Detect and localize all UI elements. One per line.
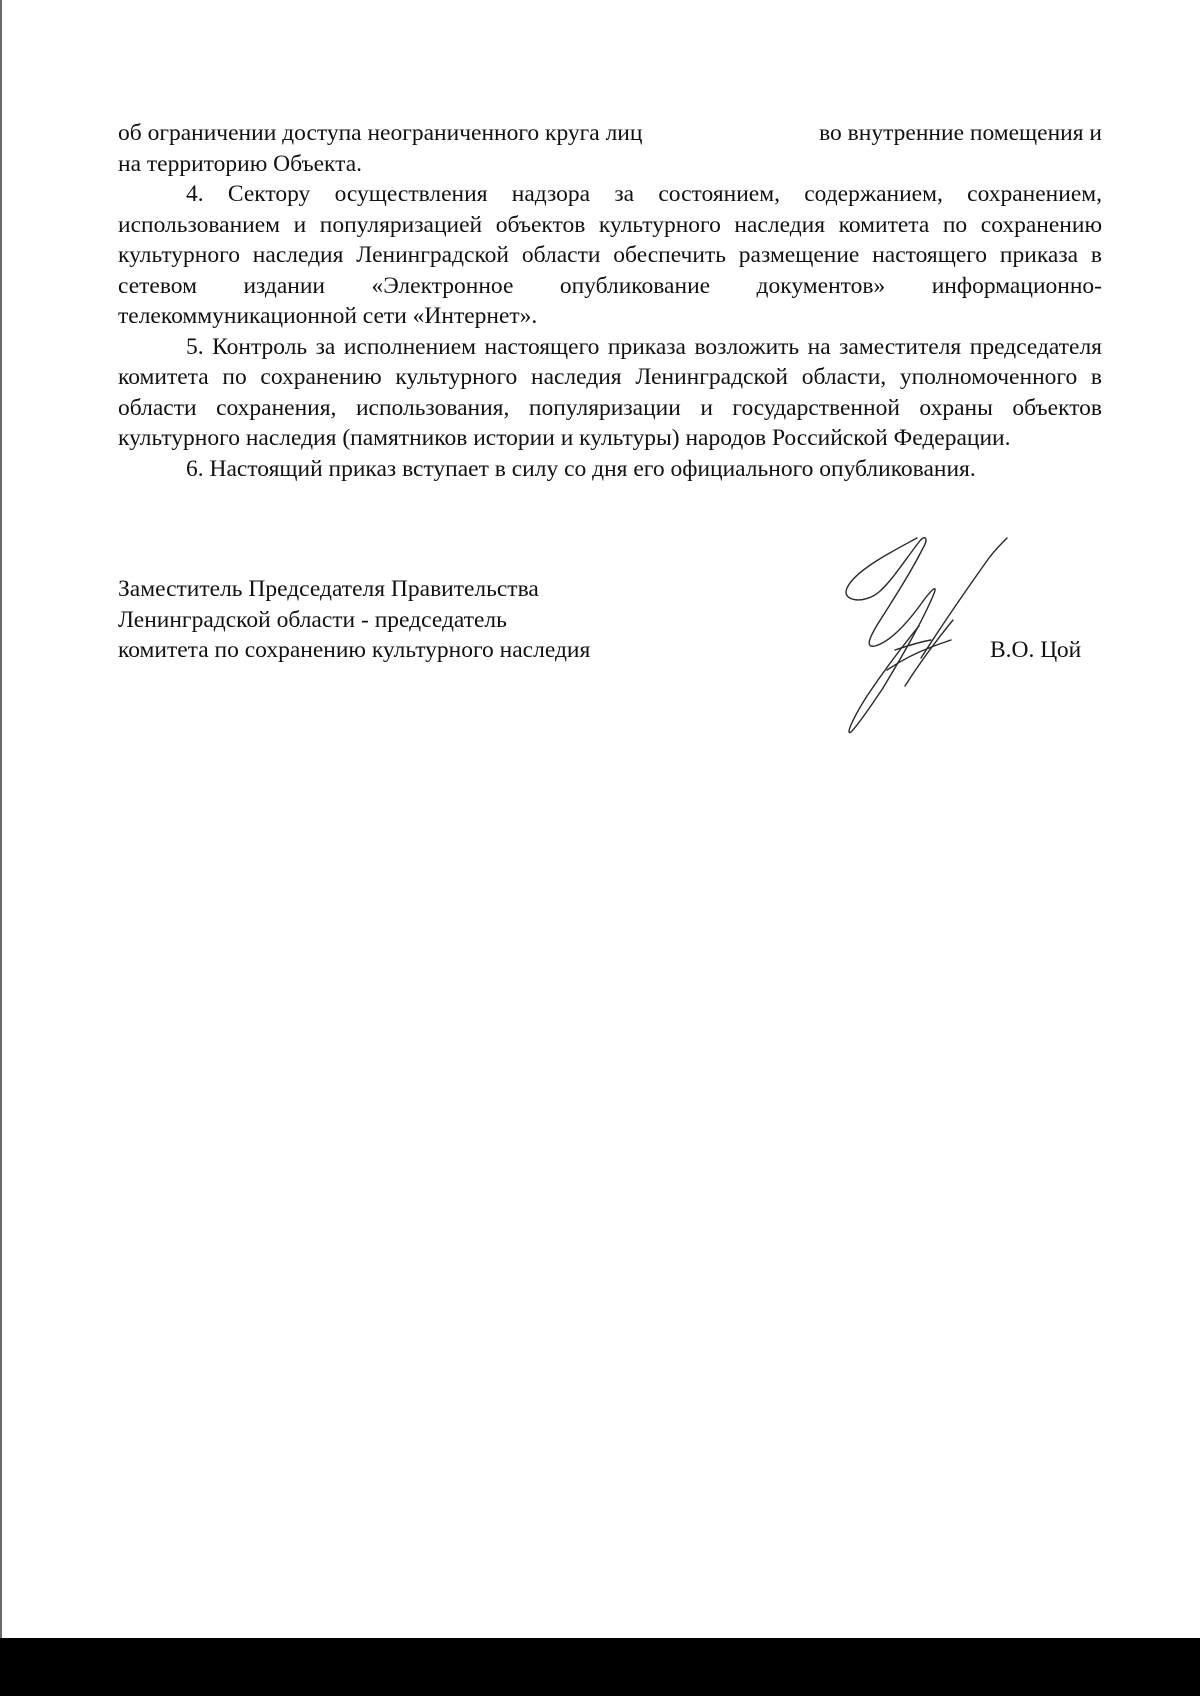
paragraph-6-text: Настоящий приказ вступает в силу со дня его официального опубликования.	[209, 455, 976, 482]
paragraph-5-number: 5.	[186, 333, 204, 360]
paragraph-6-number: 6.	[186, 455, 204, 482]
scan-bottom-border	[0, 1638, 1200, 1696]
continuation-line-left: об ограничении доступа неограниченного круга лиц	[118, 120, 643, 146]
document-body	[118, 118, 1102, 484]
paragraph-6	[118, 454, 1102, 485]
signer-name: В.О. Цой	[990, 637, 1082, 663]
signer-position-line-2: Ленинградской области - председатель	[118, 606, 507, 633]
signer-position	[118, 574, 678, 666]
paragraph-4-text: Сектору осуществления надзора за состоянием, содержанием, сохранением, использованием и популяризацией объектов культурного наследия комитета по сохранению культурного наследия Ленинградской области обеспечить размещение настоящего приказа в сетевом издании «Электронное опубликование документов» информационно-телекоммуникационной сети «Интернет».	[118, 181, 1102, 329]
paragraph-4	[118, 179, 1102, 332]
paragraph-5-text: Контроль за исполнением настоящего приказа возложить на заместителя председателя комитета по сохранению культурного наследия Ленинградской области, уполномоченного в области сохранения, использования, популяризации и государственной охраны объектов культурного наследия (памятников истории и культуры) народов Российской Федерации.	[118, 333, 1102, 451]
handwritten-signature	[835, 530, 1025, 735]
paragraph-5	[118, 332, 1102, 454]
signer-position-line-1: Заместитель Председателя Правительства	[118, 576, 539, 602]
continuation-line	[118, 118, 1102, 149]
paragraph-4-number: 4.	[186, 181, 204, 207]
continuation-line-right: во внутренние помещения и	[819, 120, 1102, 146]
scan-left-edge	[0, 0, 2, 1638]
continuation-line-end: на территорию Объекта.	[118, 150, 363, 177]
signer-position-line-3: комитета по сохранению культурного наследия	[118, 637, 591, 663]
